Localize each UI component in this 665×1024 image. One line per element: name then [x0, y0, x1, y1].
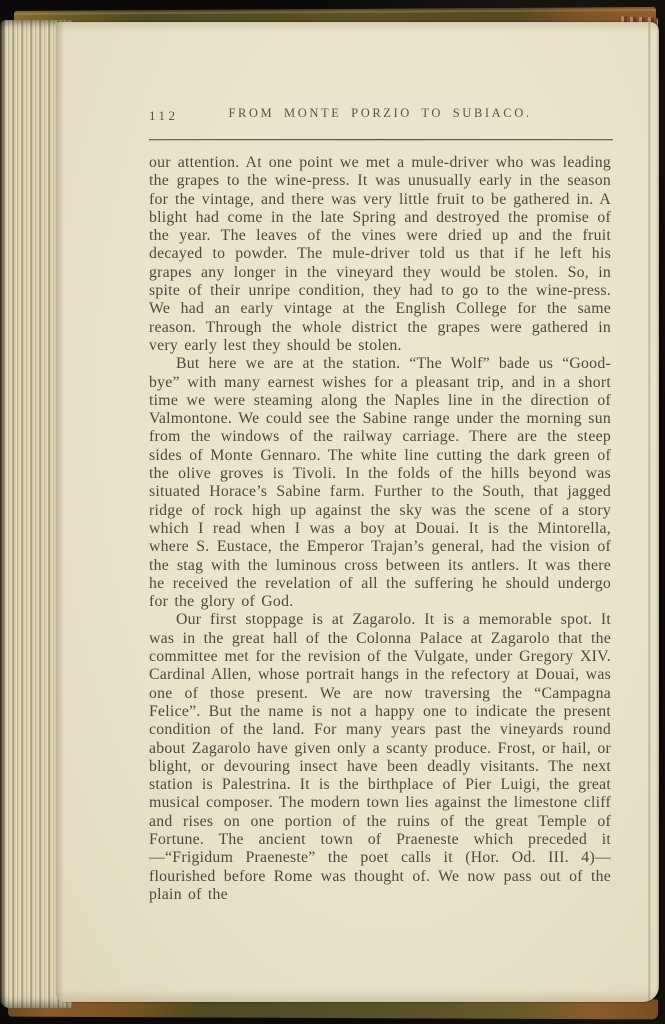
page-text [149, 154, 611, 904]
paragraph-1: our attention. At one point we met a mule-driver who was leading the grapes to the wine-press. It was unusually early in the season for the vintage, and there was very little fruit to be gathered in. A blight had come in the late Spring and destroyed the promise of the year. The leaves of the vines were dried up and the fruit decayed to powder. The mule-driver told us that if he left his grapes any longer in the vineyard they would be stolen. So, in spite of their unripe condition, they had to go to the wine-press. We had an early vintage at the English College for the same reason. Through the whole district the grapes were gathered in very early lest they should be stolen. [149, 154, 611, 354]
paragraph-2: But here we are at the station. “The Wolf” bade us “Good-bye” with many earnest wishes for a pleasant trip, and in a short time we were steaming along the Naples line in the direction of Valmontone. We could see the Sabine range under the morning sun from the windows of the railway carriage. There are the steep sides of Monte Gennaro. The white line cutting the dark green of the olive groves is Tivoli. In the folds of the hills beyond was situated Horace’s Sabine farm. Further to the South, that jagged ridge of rock high up against the sky was the scene of a story which I read when I was a boy at Douai. It is the Mintorella, where S. Eustace, the Emperor Trajan’s general, had the vision of the stag with the luminous cross between its antlers. It was there he received the revelation of all the suffering he should undergo for the glory of God. [149, 355, 611, 611]
page-header [149, 106, 611, 126]
header-rule [149, 139, 613, 140]
book-page [56, 22, 659, 1002]
running-title: FROM MONTE PORZIO TO SUBIACO. [228, 106, 532, 120]
page-number: 112 [149, 108, 179, 123]
paragraph-3: Our first stoppage is at Zagarolo. It is a memorable spot. It was in the great hall of the Colonna Palace at Zagarolo that the committee met for the revision of the Vulgate, under Gregory XIV. Cardinal Allen, whose portrait hangs in the refectory at Douai, was one of those present. We are now traversing the “Campagna Felice”. But the name is not a happy one to indicate the present condition of the land. For many years past the vineyards round about Zagarolo have given only a scanty produce. Frost, or hail, or blight, or devouring insect have been deadly visitants. The next station is Palestrina. It is the birthplace of Pier Luigi, the great musical composer. The modern town lies against the limestone cliff and rises on one portion of the ruins of the great Temple of Fortune. The ancient town of Praeneste which preceded it—“Frigidum Praeneste” the poet calls it (Hor. Od. III. 4)—flourished before Rome was thought of. We now pass out of the plain of the [149, 611, 611, 903]
